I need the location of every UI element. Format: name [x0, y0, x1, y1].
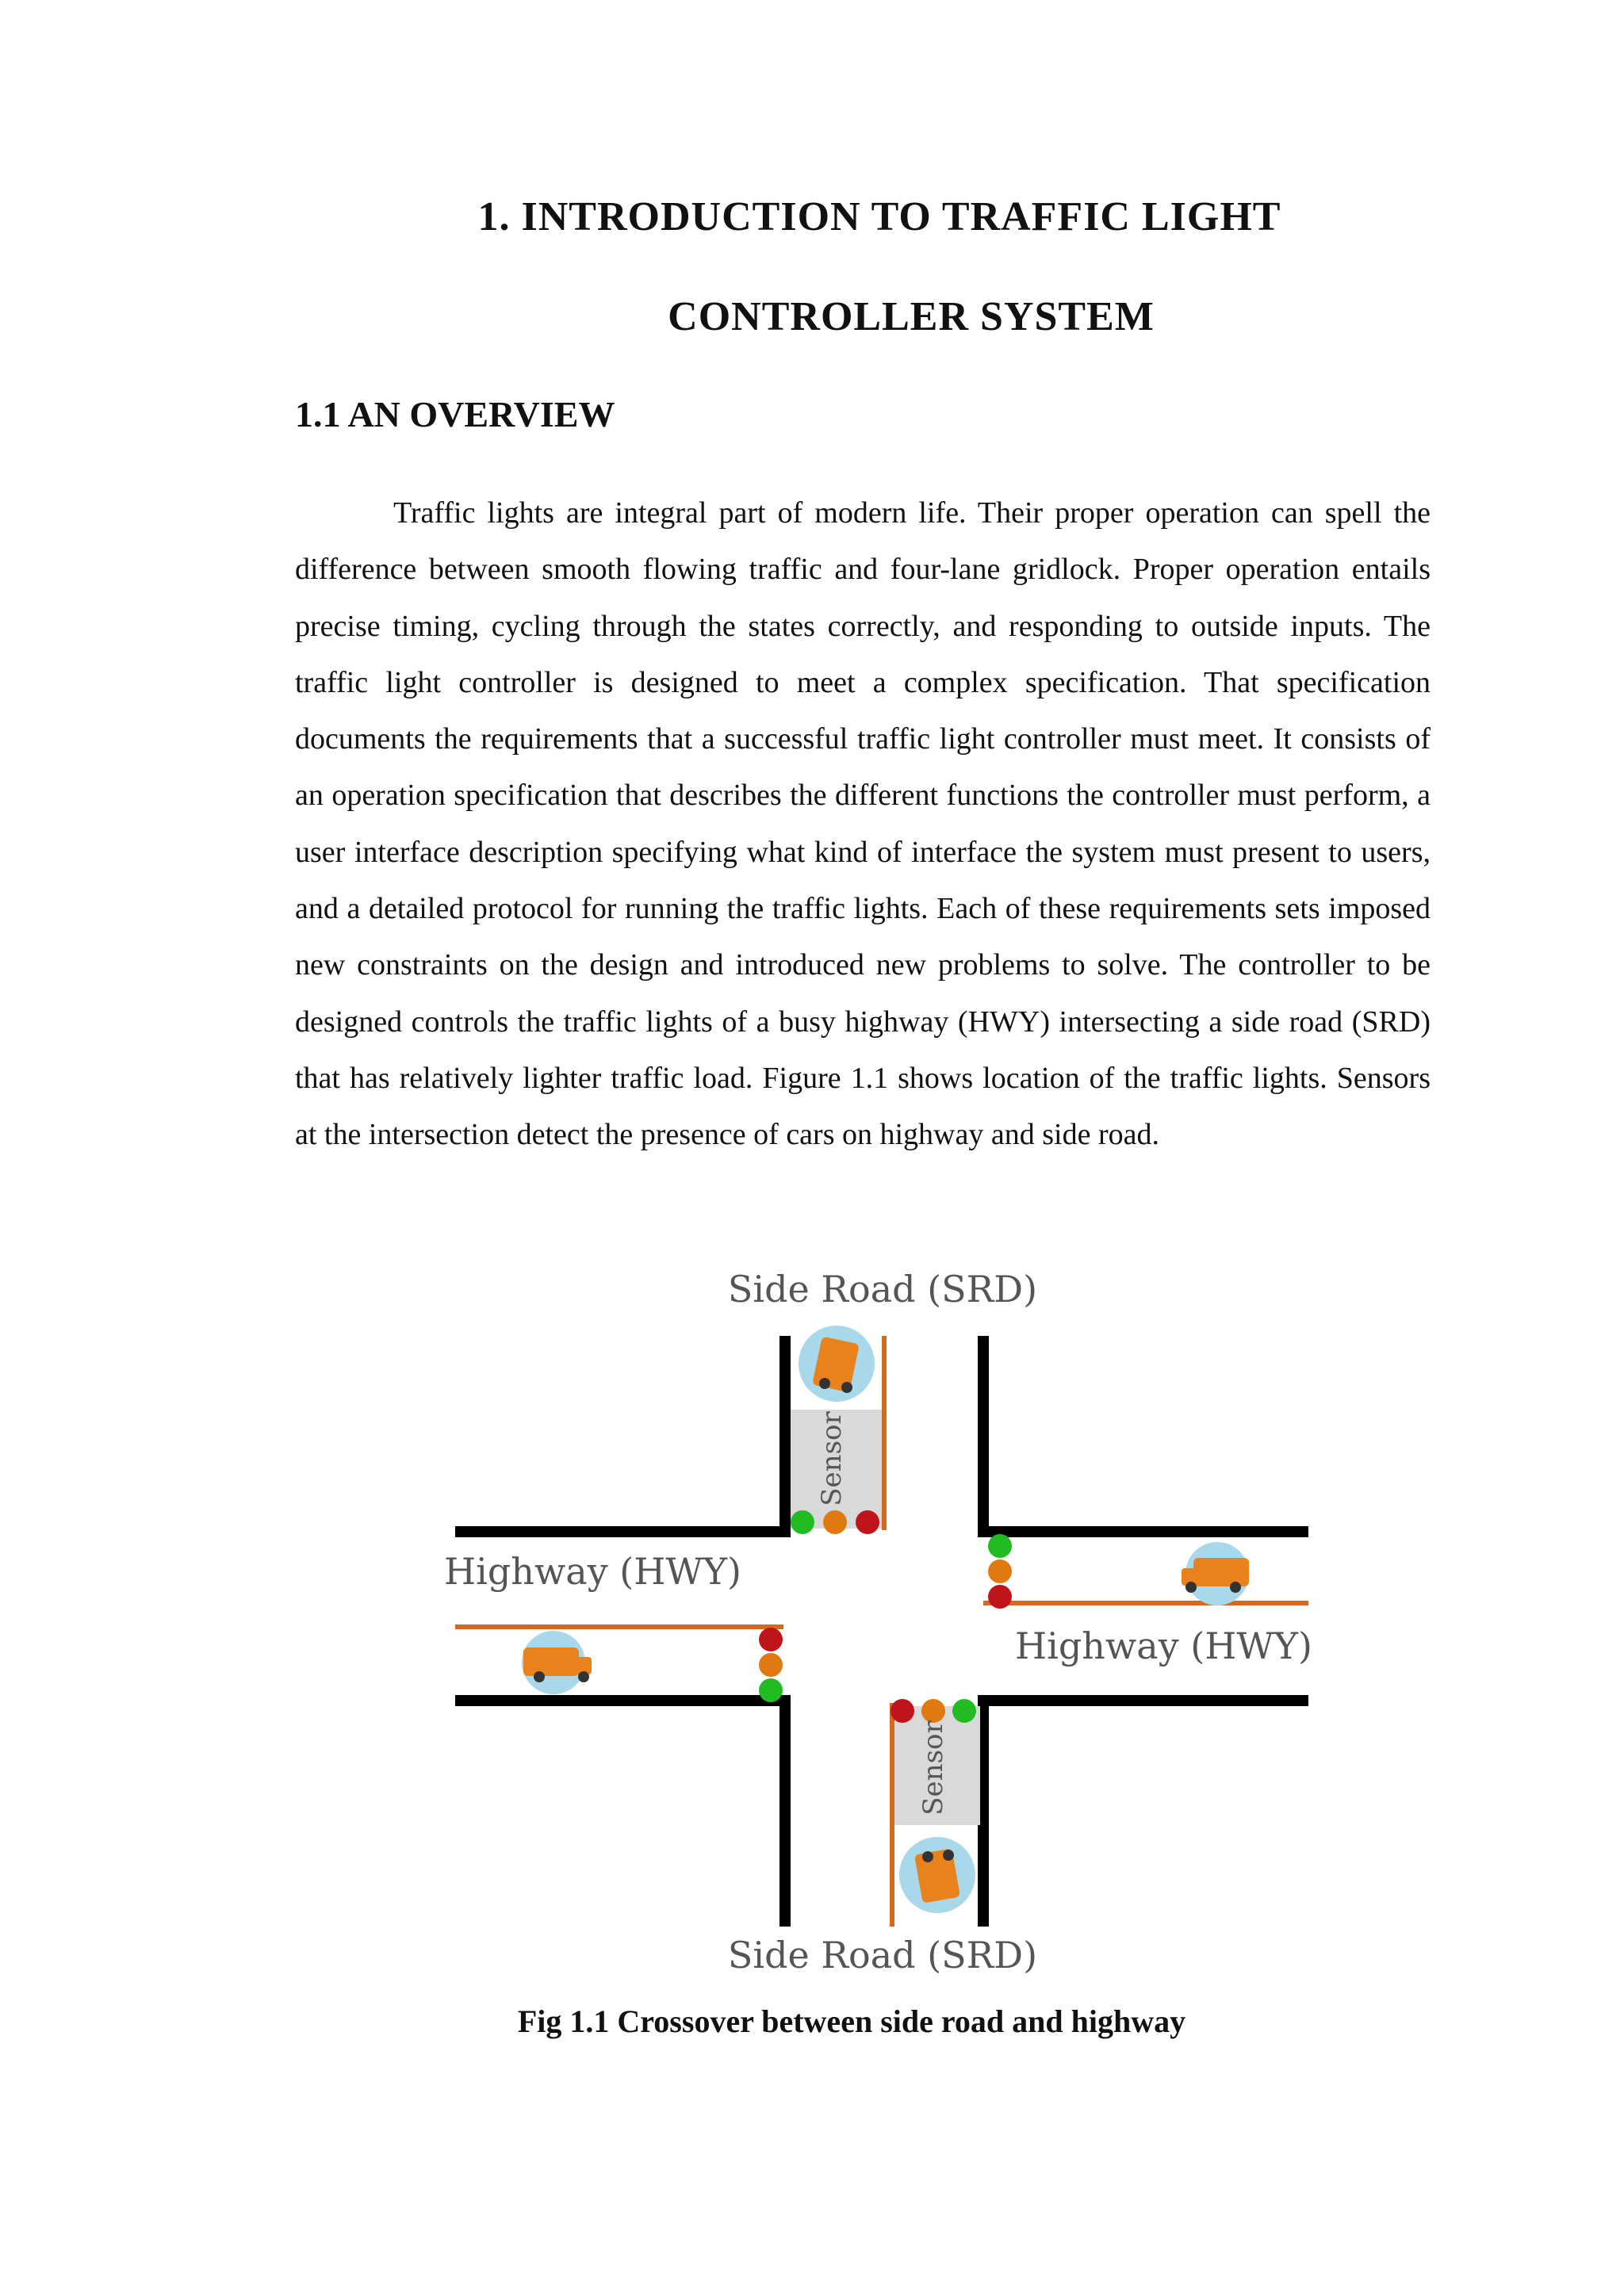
intersection-svg [428, 1261, 1388, 1982]
label-side-road-bottom: Side Road (SRD) [727, 1934, 1038, 1976]
label-highway-right: Highway (HWY) [1015, 1624, 1312, 1667]
traffic-light-left [759, 1628, 783, 1702]
section-heading: 1.1 AN OVERVIEW [295, 394, 615, 434]
figure-caption: Fig 1.1 Crossover between side road and highway [517, 2003, 1186, 2039]
overview-paragraph: Traffic lights are integral part of modern life. Their proper operation can spell the difference between smooth flowing traffic and four-lane gridlock. Proper operation entails precise timing, cycling through the states correctly, and responding to outside inputs. The traffic light controller is designed to meet a complex specification. That specification documents the requirements that a successful traffic light controller must meet. It consists of an operation specification that describes the different functions the controller must perform, a user interface description specifying what kind of interface the system must present to users, and a detailed protocol for running the traffic lights. Each of these requirements sets imposed new constraints on the design and introduced new problems to solve. The controller to be designed controls the traffic lights of a busy highway (HWY) intersecting a side road (SRD) that has relatively lighter traffic load. Figure 1.1 shows location of the traffic lights. Sensors at the intersection detect the presence of cars on highway and side road. [295, 496, 1431, 1152]
traffic-light-top [791, 1510, 879, 1534]
label-highway-left: Highway (HWY) [444, 1550, 741, 1593]
vehicle-right [1182, 1542, 1249, 1605]
road-edge-top-right [983, 1336, 1308, 1532]
road-edge-top-left [455, 1336, 785, 1532]
chapter-title-line-1: 1. INTRODUCTION TO TRAFFIC LIGHT [477, 194, 1281, 239]
traffic-light-right [988, 1534, 1012, 1609]
label-sensor-bottom: Sensor [917, 1720, 949, 1816]
label-side-road-top: Side Road (SRD) [727, 1268, 1038, 1311]
road-edge-bottom-left [455, 1701, 785, 1927]
chapter-title-line-2: CONTROLLER SYSTEM [668, 294, 1155, 339]
vehicle-bottom [899, 1837, 975, 1913]
intersection-diagram [428, 1261, 1388, 1982]
vehicle-left [522, 1631, 592, 1694]
label-sensor-top: Sensor [816, 1411, 848, 1506]
road-edge-bottom-right [983, 1701, 1308, 1927]
traffic-light-bottom [891, 1699, 976, 1723]
vehicle-top [799, 1326, 875, 1402]
